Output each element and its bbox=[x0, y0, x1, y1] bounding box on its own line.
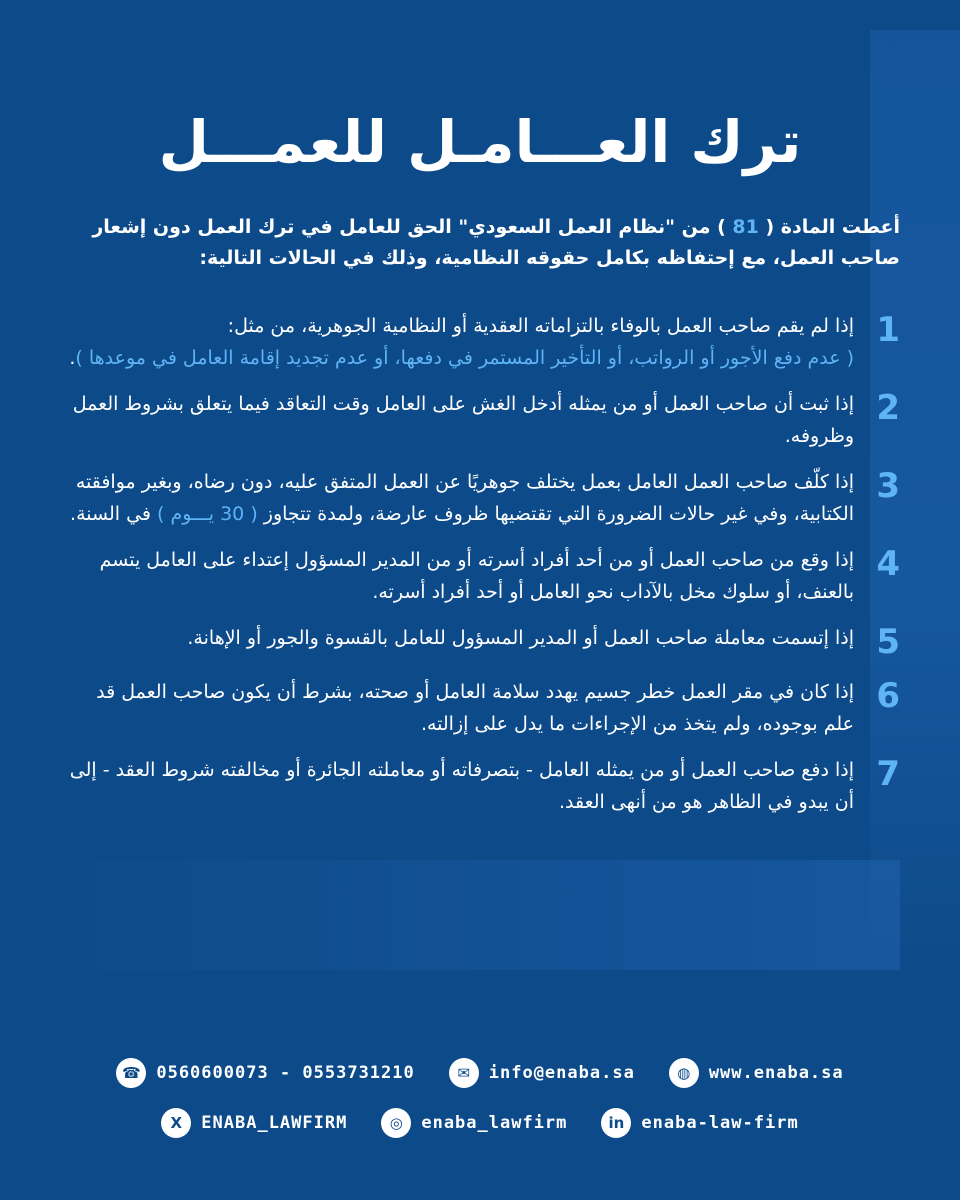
item-number: 1 bbox=[876, 310, 900, 350]
x-icon: X bbox=[161, 1108, 191, 1138]
linkedin-text: enaba-law-firm bbox=[641, 1113, 799, 1133]
item-number: 5 bbox=[876, 622, 900, 662]
item-number: 2 bbox=[876, 388, 900, 428]
item-tail: . bbox=[69, 347, 76, 369]
page-title: ترك العـــامـل للعمـــل bbox=[158, 108, 802, 176]
item-number: 4 bbox=[876, 544, 900, 584]
instagram-contact[interactable] bbox=[381, 1108, 567, 1138]
website-contact[interactable] bbox=[669, 1058, 844, 1088]
item-highlight: ( 30 يـــوم ) bbox=[157, 503, 258, 525]
email-contact[interactable] bbox=[449, 1058, 635, 1088]
x-contact[interactable] bbox=[161, 1108, 347, 1138]
item-text: إذا إتسمت معاملة صاحب العمل أو المدير المسؤول للعامل بالقسوة والجور أو الإهانة. bbox=[187, 627, 854, 649]
item-tail: في السنة. bbox=[70, 503, 158, 525]
item-text bbox=[60, 466, 854, 530]
item-text: إذا ثبت أن صاحب العمل أو من يمثله أدخل الغش على العامل وقت التعاقد فيما يتعلق بشروط العمل وظروفه. bbox=[72, 393, 854, 447]
phone-contact[interactable] bbox=[116, 1058, 414, 1088]
item-number: 6 bbox=[876, 676, 900, 716]
list-item bbox=[60, 754, 900, 818]
globe-icon: ◍ bbox=[669, 1058, 699, 1088]
item-number: 7 bbox=[876, 754, 900, 794]
cases-list bbox=[60, 310, 900, 832]
email-text: info@enaba.sa bbox=[488, 1063, 635, 1083]
intro-part1: أعطت المادة ( bbox=[758, 216, 900, 238]
linkedin-icon: in bbox=[601, 1108, 631, 1138]
instagram-icon: ◎ bbox=[381, 1108, 411, 1138]
list-item bbox=[60, 622, 900, 662]
background-band bbox=[0, 860, 900, 970]
phone-icon: ☎ bbox=[116, 1058, 146, 1088]
contact-row-2 bbox=[0, 1108, 960, 1138]
item-text-main: إذا كلّف صاحب العمل العامل بعمل يختلف جوهريًا عن العمل المتفق عليه، دون رضاه، وبغير موافقته الكتابية، وفي غير حالات الضرورة التي تقتضيها ظروف عارضة، ولمدة تتجاوز bbox=[75, 471, 854, 525]
contact-footer bbox=[0, 1058, 960, 1158]
item-highlight: ( عدم دفع الأجور أو الرواتب، أو التأخير المستمر في دفعها، أو عدم تجديد إقامة العامل في موعدها ) bbox=[75, 347, 854, 369]
list-item bbox=[60, 310, 900, 374]
intro-part2: ) من "نظام العمل السعودي" الحق للعامل في ترك العمل دون إشعار صاحب العمل، مع إحتفاظه بكامل حقوقه النظامية، وذلك في الحالات التالية: bbox=[92, 216, 900, 269]
linkedin-contact[interactable] bbox=[601, 1108, 798, 1138]
item-text-main: إذا لم يقم صاحب العمل بالوفاء بالتزاماته العقدية أو النظامية الجوهرية، من مثل: bbox=[227, 315, 854, 337]
website-text: www.enaba.sa bbox=[708, 1063, 844, 1083]
phone-text: 0560600073 - 0553731210 bbox=[156, 1063, 415, 1083]
list-item bbox=[60, 676, 900, 740]
item-text: إذا دفع صاحب العمل أو من يمثله العامل - بتصرفاته أو معاملته الجائرة أو مخالفته شروط العقد - إلى أن يبدو في الظاهر هو من أنهى العقد. bbox=[69, 759, 854, 813]
item-text bbox=[60, 310, 854, 374]
mail-icon: ✉ bbox=[449, 1058, 479, 1088]
list-item bbox=[60, 388, 900, 452]
item-number: 3 bbox=[876, 466, 900, 506]
list-item bbox=[60, 544, 900, 608]
article-number: 81 bbox=[732, 216, 759, 238]
instagram-text: enaba_lawfirm bbox=[421, 1113, 568, 1133]
contact-row-1 bbox=[0, 1058, 960, 1088]
list-item bbox=[60, 466, 900, 530]
item-text: إذا وقع من صاحب العمل أو من أحد أفراد أسرته أو من المدير المسؤول إعتداء على العامل يتسم بالعنف، أو سلوك مخل بالآداب نحو العامل أو أحد أفراد أسرته. bbox=[99, 549, 854, 603]
intro-paragraph bbox=[60, 212, 900, 274]
x-text: ENABA_LAWFIRM bbox=[201, 1113, 348, 1133]
item-text: إذا كان في مقر العمل خطر جسيم يهدد سلامة العامل أو صحته، بشرط أن يكون صاحب العمل قد علم بوجوده، ولم يتخذ من الإجراءات ما يدل على إزالته. bbox=[96, 681, 854, 735]
